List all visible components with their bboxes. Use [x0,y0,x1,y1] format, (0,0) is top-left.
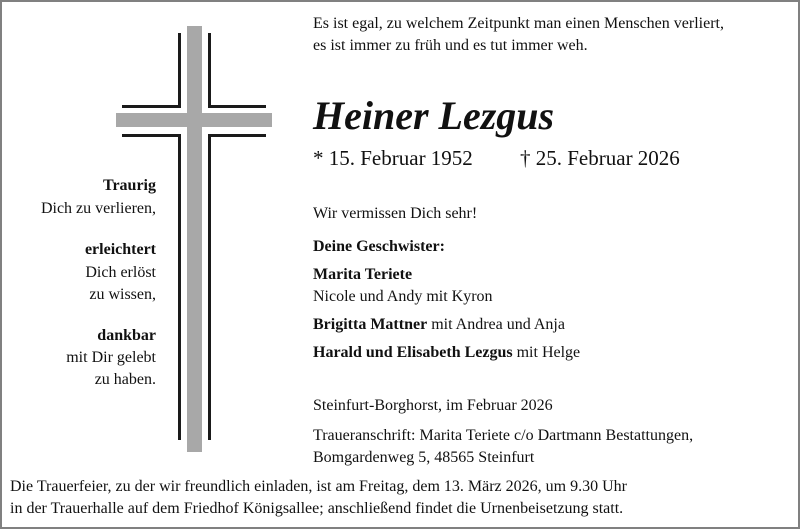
verse-bold: Traurig [102,177,156,194]
mourner-line: Nicole und Andy mit Kyron [313,288,493,305]
verse-bold: erleichtert [84,241,156,258]
death-date: † 25. Februar 2026 [520,146,680,170]
verse-line: zu haben. [94,371,156,388]
siblings-heading: Deine Geschwister: [313,238,445,255]
verse-line: zu wissen, [89,286,156,303]
mourner-line [313,343,580,363]
mourner-name: Brigitta Mattner [313,316,428,333]
miss-text: Wir vermissen Dich sehr! [313,205,478,222]
mourner-name: Marita Teriete [313,266,413,283]
mourner-rest: mit Helge [512,344,581,361]
verse-line: mit Dir gelebt [66,349,156,366]
mourner-name: Harald und Elisabeth Lezgus [313,344,513,361]
place-date: Steinfurt-Borghorst, im Februar 2026 [313,397,553,414]
address-line: Bomgardenweg 5, 48565 Steinfurt [313,449,535,466]
deceased-name: Heiner Lezgus [313,93,555,138]
verse-line: Dich erlöst [85,264,156,281]
quote-line: es ist immer zu früh und es tut immer weh. [313,37,588,54]
mourner-line [313,315,565,335]
verse-bold: dankbar [97,327,156,344]
birth-date: * 15. Februar 1952 [313,146,473,170]
quote-line: Es ist egal, zu welchem Zeitpunkt man einen Menschen verliert, [313,15,724,32]
verse-line: Dich zu verlieren, [40,200,156,217]
ceremony-line: in der Trauerhalle auf dem Friedhof Königsallee; anschließend findet die Urnenbeisetzung statt. [10,500,624,517]
address-line: Traueranschrift: Marita Teriete c/o Dartmann Bestattungen, [313,427,694,444]
ceremony-line: Die Trauerfeier, zu der wir freundlich einladen, ist am Freitag, dem 13. März 2026, um 9.30 Uhr [10,478,627,495]
mourner-rest: mit Andrea und Anja [427,316,565,333]
